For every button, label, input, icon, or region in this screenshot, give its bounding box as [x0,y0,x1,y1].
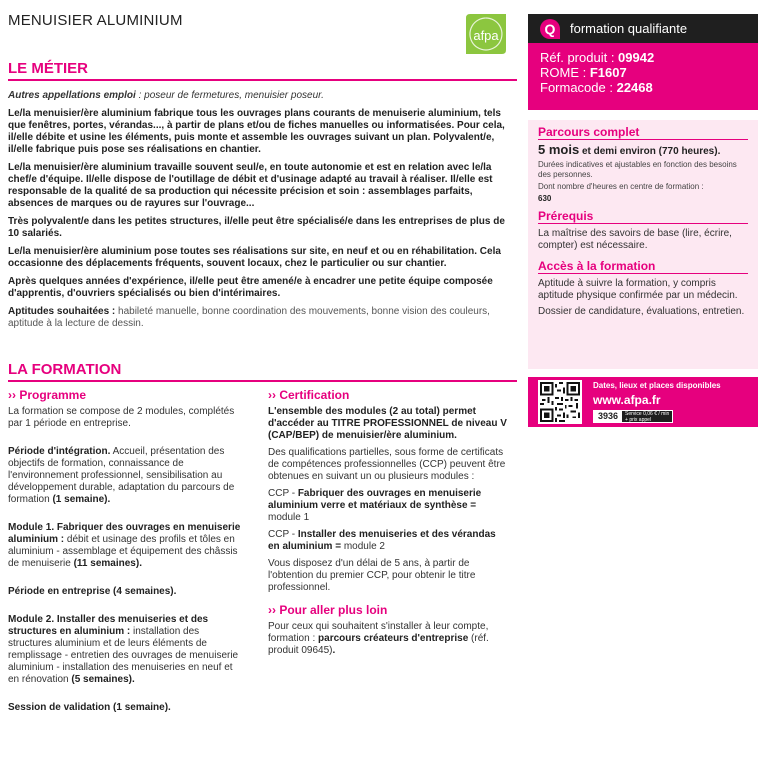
programme-column [8,389,244,724]
metier-section [8,90,517,336]
phone-pricing [622,411,672,422]
ccp-2-title: Installer des menuiseries et des vérandas en aluminium = [268,529,496,552]
certification-partial: Des qualifications partielles, sous forme de certificats de compétences professionnelles (CCP) peuvent être obtenues en suivant un ou plusieurs modules : [268,447,506,482]
info-box [528,120,758,369]
module-2-text: installation des structures aluminium et de leurs éléments de remplissage - entretien des ouvrages de menuiserie aluminium - installation des menuiseries en neuf et en rénovation [8,626,239,685]
formacode [540,80,746,95]
metier-paragraph-3: Très polyvalent/e dans les petites structures, il/elle peut être spécialisé/e dans les entreprises de plus de 10 salariés. [8,216,505,239]
q-badge-icon: Q [540,19,560,39]
formacode-value: 22468 [616,80,653,95]
ccp-2-prefix: CCP - [268,529,298,540]
ref-produit [540,50,746,65]
duration-main: 5 mois [538,142,580,157]
logo-text: afpa [473,28,499,43]
afpa-logo [462,10,510,58]
aptitudes-value: habileté manuelle, bonne coordination des mouvements, bonne vision des couleurs, aptitude à la lecture de dessin. [8,306,490,329]
ccp-2 [268,529,508,553]
entreprise-period [8,586,244,598]
module-1-text: débit et usinage des profils et tôles en aluminium - assemblage et équipement des châssis de menuiserie [8,534,238,569]
ref-value: 09942 [618,50,655,65]
centre-hours-value: 630 [538,194,552,203]
integration-label: Période d'intégration. [8,446,111,457]
phone-box[interactable] [593,410,673,423]
validation-session [8,702,244,714]
acces-text-1: Aptitude à suivre la formation, y compris aptitude physique confirmée par un médecin. [538,278,738,301]
validation-text: Session de validation (1 semaine). [8,702,171,713]
ref-label: Réf. produit : [540,50,619,65]
rome-label: ROME : [540,65,590,80]
availability-title: Dates, lieux et places disponibles [593,381,721,390]
module-2-label: Module 2. Installer des menuiseries et des structures en aluminium : [8,614,209,637]
acces-text-2: Dossier de candidature, évaluations, entretien. [538,306,745,317]
duration-rest: et demi environ (770 heures). [579,146,721,157]
alt-names-value: : poseur de fermetures, menuisier poseur. [135,90,324,101]
plus-loin-prefix: Pour ceux qui souhaitent s'installer à leur compte, formation : [268,621,489,644]
parcours-heading: Parcours complet [538,126,748,140]
phone-pricing-1: Service 0,06 € / min [625,411,670,417]
aptitudes-label: Aptitudes souhaitées : [8,306,116,317]
programme-heading: ›› Programme [8,388,87,402]
metier-paragraph-1: Le/la menuisier/ère aluminium fabrique tous les ouvrages plans courants de menuiserie aluminium, tels que fenêtres, portes, vérandas..., à partir de plans et/ou de fiches manuelles ou informatisées. Pour cela, il/elle débite et usine les éléments, puis monte et assemble les ouvrages suivant un plan. Polyvalent/e, il/elle fabrique puis pose ses réalisations en chantier. [8,108,505,155]
module-2 [8,614,244,686]
metier-paragraph-2: Le/la menuisier/ère aluminium travaille souvent seul/e, en toute autonomie et est en relation avec le/la chef/e d'équipe. Il/elle dispose de l'outillage de débit et d'usinage adapté au travail à réaliser. Il/elle est responsable de la qualité de sa production qui nécessite précision et soin : assemblages parfaits, absences de marques ou de rayures sur l'ouvrage... [8,162,493,209]
phone-pricing-2: + prix appel [625,416,652,423]
ccp-1-prefix: CCP - [268,488,298,499]
page-title: MENUISIER ALUMINIUM [8,12,183,29]
prerequis-text: La maîtrise des savoirs de base (lire, écrire, compter) est nécessaire. [538,228,732,251]
aptitudes [8,306,517,330]
rome-value: F1607 [589,65,627,80]
module-2-duration: (5 semaines). [71,674,135,685]
prerequis-heading: Prérequis [538,210,748,224]
plus-loin-end: . [332,645,336,656]
formation-heading: LA FORMATION [8,361,517,382]
certification-delay: Vous disposez d'un délai de 5 ans, à partir de l'obtention du premier CCP, pour obtenir le titre professionnel. [268,558,476,593]
integration-text: Accueil, présentation des objectifs de formation, connaissance de l'environnement professionnel, sensibilisation au développement durable, adaptation du parcours de formation [8,446,235,505]
module-1-duration: (11 semaines). [73,558,142,569]
qr-code-icon[interactable] [538,380,582,424]
metier-paragraph-4: Le/la menuisier/ère aluminium pose toutes ses réalisations sur site, en neuf et ou en réhabilitation. Cela occasionne des déplacements fréquents, souvent locaux, chez le particulier ou sur chantier. [8,246,501,269]
formacode-label: Formacode : [540,80,617,95]
plus-loin-heading: ›› Pour aller plus loin [268,603,388,617]
ccp-1 [268,488,508,524]
rome-code [540,65,746,80]
module-1-label: Module 1. Fabriquer des ouvrages en menuiserie aluminium : [8,522,241,545]
plus-loin-text [268,621,508,657]
certification-column [268,389,508,667]
programme-intro: La formation se compose de 2 modules, complétés par 1 période en entreprise. [8,406,235,429]
metier-paragraph-5: Après quelques années d'expérience, il/elle peut être amené/e à encadrer une petite équipe composée d'apprentis, d'ouvriers spécialisés ou bien d'intérimaires. [8,276,493,299]
duration [538,144,748,158]
certification-heading: ›› Certification [268,388,350,402]
alt-names [8,90,517,102]
integration-duration: (1 semaine). [52,494,111,505]
afpa-url-link[interactable]: www.afpa.fr [593,393,661,407]
qualifiante-label: formation qualifiante [570,21,688,36]
qualifiante-bar [528,14,758,43]
entreprise-text: Période en entreprise (4 semaines). [8,586,177,597]
duration-note: Durées indicatives et ajustables en fonction des besoins des personnes. [538,160,737,179]
plus-loin-ref: (réf. produit 09645) [268,633,489,656]
reference-box [528,43,758,110]
module-1 [8,522,244,570]
acces-heading: Accès à la formation [538,260,748,274]
phone-number[interactable]: 3936 [594,411,622,422]
certification-lead [268,406,508,442]
centre-hours-label: Dont nombre d'heures en centre de formation : [538,182,704,191]
integration-period [8,446,244,506]
availability-box [528,377,758,427]
ccp-1-title: Fabriquer des ouvrages en menuiserie aluminium verre et matériaux de synthèse = [268,488,482,511]
certification-lead-text: L'ensemble des modules (2 au total) permet d'accéder au TITRE PROFESSIONNEL de niveau V (CAP/BEP) de menuisier/ère aluminium. [268,406,507,441]
alt-names-label: Autres appellations emploi [8,90,136,101]
ccp-2-module: module 2 [341,541,385,552]
metier-heading: LE MÉTIER [8,60,517,81]
ccp-1-module: module 1 [268,512,310,523]
plus-loin-link[interactable]: parcours créateurs d'entreprise [318,633,469,644]
